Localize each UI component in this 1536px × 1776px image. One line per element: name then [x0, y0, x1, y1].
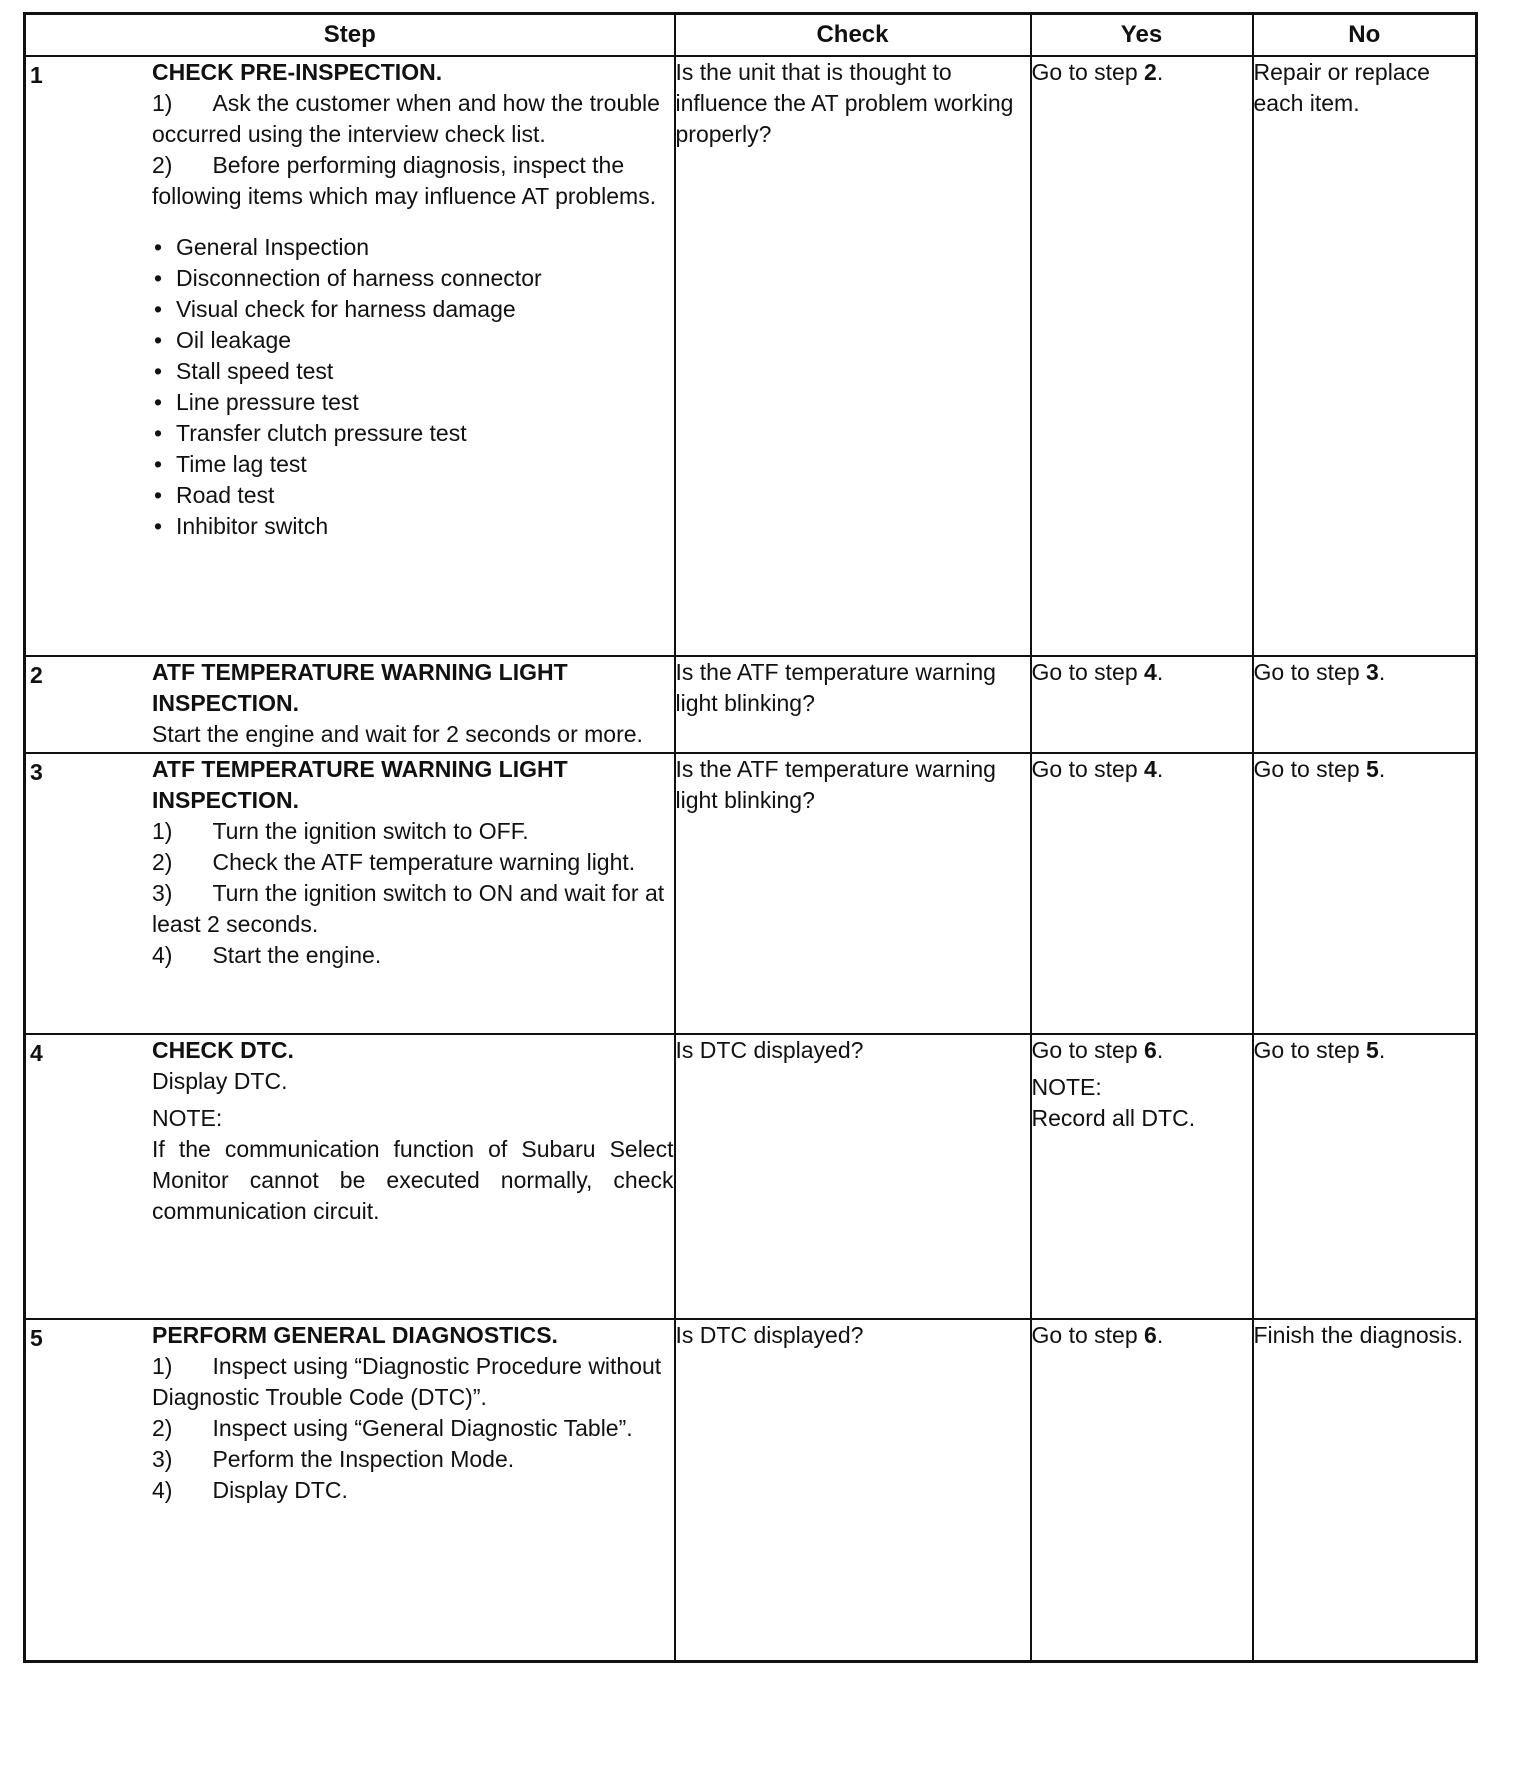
yes-cell	[1031, 753, 1253, 1034]
no-step-number: 3	[1366, 659, 1379, 685]
step-title: PERFORM GENERAL DIAGNOSTICS.	[152, 1322, 558, 1348]
yes-step-number: 2	[1144, 59, 1157, 85]
go-to-label: Go to step	[1031, 59, 1138, 85]
step-instruction: Start the engine and wait for 2 seconds or more.	[152, 721, 643, 747]
step-number: 5	[30, 1325, 43, 1351]
go-to-label: Go to step	[1253, 659, 1360, 685]
note-text: Record all DTC.	[1031, 1105, 1196, 1131]
period: .	[1378, 1037, 1386, 1063]
check-cell: Is DTC displayed?	[675, 1319, 1031, 1661]
step-instruction: 2) Inspect using “General Diagnostic Table”.	[152, 1415, 633, 1441]
step-cell	[25, 1319, 675, 1661]
list-item: • Line pressure test	[152, 387, 674, 418]
yes-step-number: 4	[1144, 659, 1157, 685]
go-to-label: Go to step	[1031, 659, 1138, 685]
go-to-label: Go to step	[1253, 1037, 1360, 1063]
check-cell: Is DTC displayed?	[675, 1034, 1031, 1319]
header-check: Check	[675, 14, 1031, 57]
check-cell: Is the unit that is thought to influence the AT problem working properly?	[675, 56, 1031, 656]
period: .	[1156, 659, 1164, 685]
header-step: Step	[25, 14, 675, 57]
list-item: • Oil leakage	[152, 325, 674, 356]
no-cell: Finish the diagnosis.	[1253, 1319, 1477, 1661]
yes-cell	[1031, 1034, 1253, 1319]
table-header-row	[25, 14, 1477, 57]
list-item: • Time lag test	[152, 449, 674, 480]
step-number: 2	[30, 662, 43, 688]
list-item: • Inhibitor switch	[152, 511, 674, 542]
yes-cell	[1031, 1319, 1253, 1661]
step-cell	[25, 656, 675, 753]
diagnostic-table	[23, 12, 1478, 1663]
step-title: CHECK DTC.	[152, 1037, 294, 1063]
list-item: • Visual check for harness damage	[152, 294, 674, 325]
note-label: NOTE:	[152, 1105, 223, 1131]
step-instruction: 4) Start the engine.	[152, 942, 382, 968]
yes-cell	[1031, 656, 1253, 753]
step-instruction: 2) Check the ATF temperature warning light.	[152, 849, 636, 875]
go-to-label: Go to step	[1031, 1037, 1138, 1063]
yes-cell	[1031, 56, 1253, 656]
no-cell	[1253, 753, 1477, 1034]
list-item: • General Inspection	[152, 232, 674, 263]
period: .	[1156, 756, 1164, 782]
no-cell: Repair or replace each item.	[1253, 56, 1477, 656]
go-to-label: Go to step	[1031, 756, 1138, 782]
period: .	[1156, 1037, 1164, 1063]
no-cell	[1253, 656, 1477, 753]
step-number: 4	[30, 1040, 43, 1066]
list-item: • Transfer clutch pressure test	[152, 418, 674, 449]
note-text: If the communication function of Subaru Select Monitor cannot be executed normally, check communication circuit.	[152, 1136, 674, 1224]
period: .	[1378, 659, 1386, 685]
step-number: 3	[30, 759, 43, 785]
table-row-step-2	[25, 656, 1477, 753]
step-instruction: 3) Turn the ignition switch to ON and wait for at least 2 seconds.	[152, 880, 665, 937]
header-yes: Yes	[1031, 14, 1253, 57]
table-row-step-4	[25, 1034, 1477, 1319]
step-instruction: 4) Display DTC.	[152, 1477, 348, 1503]
period: .	[1156, 1322, 1164, 1348]
note-label: NOTE:	[1031, 1074, 1102, 1100]
step-cell	[25, 56, 675, 656]
step-cell	[25, 753, 675, 1034]
go-to-label: Go to step	[1253, 756, 1360, 782]
yes-step-number: 6	[1144, 1037, 1157, 1063]
go-to-label: Go to step	[1031, 1322, 1138, 1348]
no-step-number: 5	[1366, 1037, 1379, 1063]
check-cell: Is the ATF temperature warning light blinking?	[675, 656, 1031, 753]
diagnostic-page	[23, 12, 1475, 1663]
check-cell: Is the ATF temperature warning light blinking?	[675, 753, 1031, 1034]
period: .	[1156, 59, 1164, 85]
yes-step-number: 4	[1144, 756, 1157, 782]
list-item: • Stall speed test	[152, 356, 674, 387]
table-row-step-3	[25, 753, 1477, 1034]
step-instruction: 1) Turn the ignition switch to OFF.	[152, 818, 529, 844]
step-cell	[25, 1034, 675, 1319]
list-item: • Disconnection of harness connector	[152, 263, 674, 294]
no-step-number: 5	[1366, 756, 1379, 782]
step-title: ATF TEMPERATURE WARNING LIGHT INSPECTION.	[152, 756, 568, 813]
inspection-items-list	[152, 232, 674, 542]
step-number: 1	[30, 62, 43, 88]
header-no: No	[1253, 14, 1477, 57]
period: .	[1378, 756, 1386, 782]
step-instruction: 2) Before performing diagnosis, inspect the following items which may influence AT problems.	[152, 152, 657, 209]
table-row-step-5	[25, 1319, 1477, 1661]
step-title: ATF TEMPERATURE WARNING LIGHT INSPECTION.	[152, 659, 568, 716]
yes-step-number: 6	[1144, 1322, 1157, 1348]
step-instruction: 1) Ask the customer when and how the trouble occurred using the interview check list.	[152, 90, 660, 147]
no-cell	[1253, 1034, 1477, 1319]
step-instruction: Display DTC.	[152, 1068, 288, 1094]
step-title: CHECK PRE-INSPECTION.	[152, 59, 443, 85]
step-instruction: 3) Perform the Inspection Mode.	[152, 1446, 515, 1472]
step-instruction: 1) Inspect using “Diagnostic Procedure without Diagnostic Trouble Code (DTC)”.	[152, 1353, 662, 1410]
list-item: • Road test	[152, 480, 674, 511]
table-row-step-1	[25, 56, 1477, 656]
